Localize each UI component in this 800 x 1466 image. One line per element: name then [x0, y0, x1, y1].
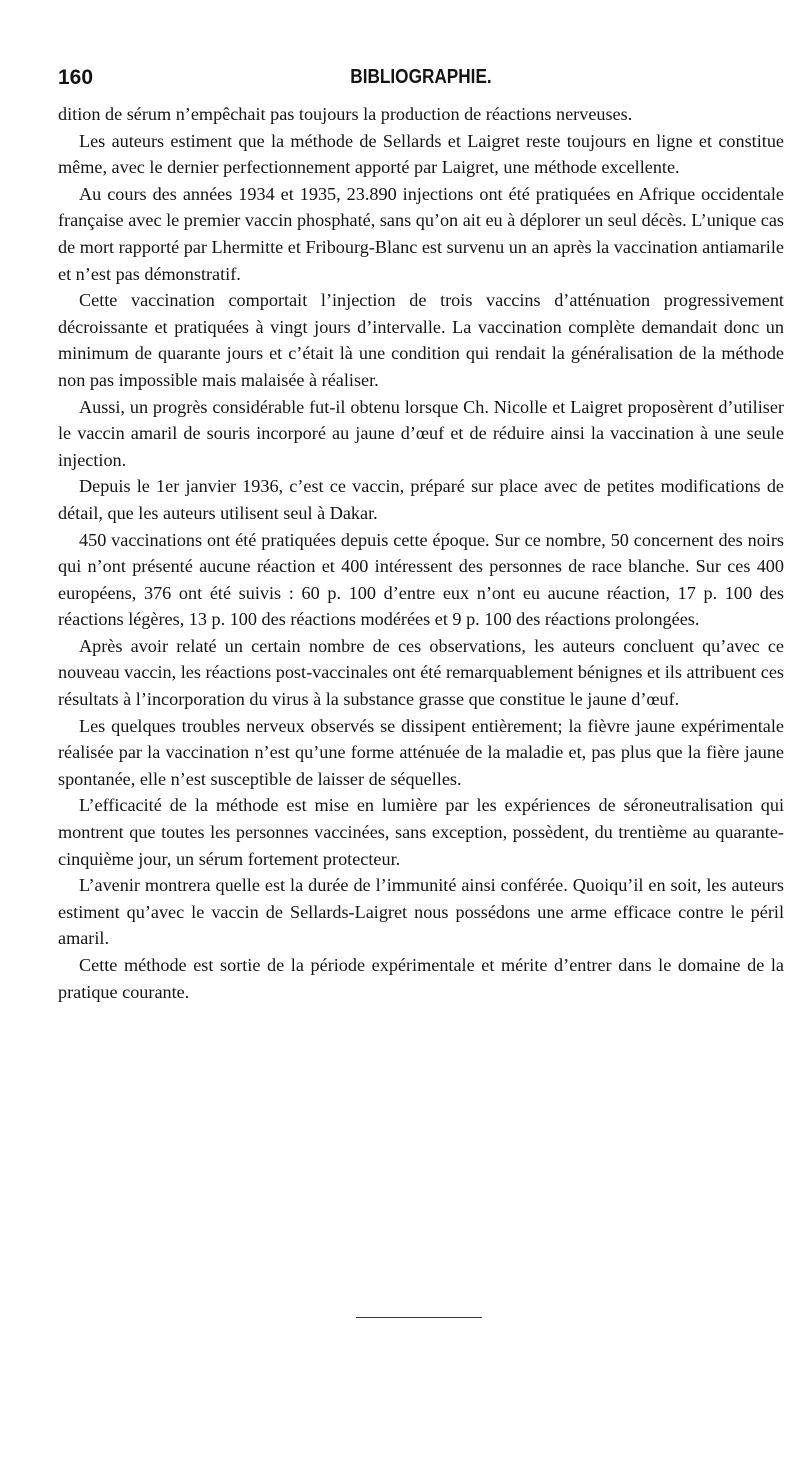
running-head — [58, 56, 784, 96]
end-rule — [356, 1317, 482, 1318]
section-title: BIBLIOGRAPHIE. — [350, 66, 492, 88]
paragraph: Depuis le 1er janvier 1936, c’est ce vaccin, préparé sur place avec de petites modifications de détail, que les auteurs utilisent seul à Dakar. — [58, 476, 784, 523]
body-text — [58, 101, 784, 1005]
paragraph: L’efficacité de la méthode est mise en lumière par les expériences de séroneutralisation qui montrent que toutes les personnes vaccinées, sans exception, possèdent, du trentième au quarante-cinquième jour, un sérum fortement protecteur. — [58, 795, 784, 869]
book-page — [58, 56, 784, 1446]
paragraph: Les quelques troubles nerveux observés se dissipent entièrement; la fièvre jaune expérimentale réalisée par la vaccination n’est qu’une forme atténuée de la maladie et, pas plus que la fière jaune spontanée, elle n’est susceptible de laisser de séquelles. — [58, 715, 784, 789]
paragraph: L’avenir montrera quelle est la durée de l’immunité ainsi conférée. Quoiqu’il en soit, les auteurs estiment qu’avec le vaccin de Sellards-Laigret nous possédons une arme efficace contre le péril amaril. — [58, 875, 784, 949]
page-number: 160 — [58, 66, 94, 89]
paragraph: Au cours des années 1934 et 1935, 23.890 injections ont été pratiquées en Afrique occidentale française avec le premier vaccin phosphaté, sans qu’on ait eu à déplorer un seul décès. L’unique cas de mort rapporté par Lhermitte et Fribourg-Blanc est survenu un an après la vaccination antiamarile et n’est pas démonstratif. — [58, 183, 784, 284]
paragraph-continuation: dition de sérum n’empêchait pas toujours la production de réactions nerveuses. — [58, 104, 633, 124]
paragraph: Après avoir relaté un certain nombre de ces observations, les auteurs concluent qu’avec ce nouveau vaccin, les réactions post-vaccinales ont été remarquablement bénignes et ils attribuent ces résultats à l’incorporation du virus à la substance grasse que constitue le jaune d’œuf. — [58, 635, 784, 710]
paragraph: Aussi, un progrès considérable fut-il obtenu lorsque Ch. Nicolle et Laigret proposèrent d’utiliser le vaccin amaril de souris incorporé au jaune d’œuf et de réduire ainsi la vaccination à une seule injection. — [58, 396, 784, 470]
paragraph: 450 vaccinations ont été pratiquées depuis cette époque. Sur ce nombre, 50 concernent des noirs qui n’ont présenté aucune réaction et 400 intéressent des personnes de race blanche. Sur ces 400 européens, 376 ont été suivis : 60 p. 100 d’entre eux n’ont eu aucune réaction, 17 p. 100 des réactions légères, 13 p. 100 des réactions modérées et 9 p. 100 des réactions prolongées. — [58, 529, 784, 630]
paragraph: Cette méthode est sortie de la période expérimentale et mérite d’entrer dans le domaine de la pratique courante. — [58, 955, 784, 1002]
paragraph: Cette vaccination comportait l’injection de trois vaccins d’atténuation progressivement décroissante et pratiquées à vingt jours d’intervalle. La vaccination complète demandait donc un minimum de quarante jours et c’était là une condition qui rendait la généralisation de la méthode non pas impossible mais malaisée à réaliser. — [58, 290, 784, 390]
paragraph: Les auteurs estiment que la méthode de Sellards et Laigret reste toujours en ligne et constitue même, avec le dernier perfectionnement apporté par Laigret, une méthode excellente. — [58, 130, 784, 178]
